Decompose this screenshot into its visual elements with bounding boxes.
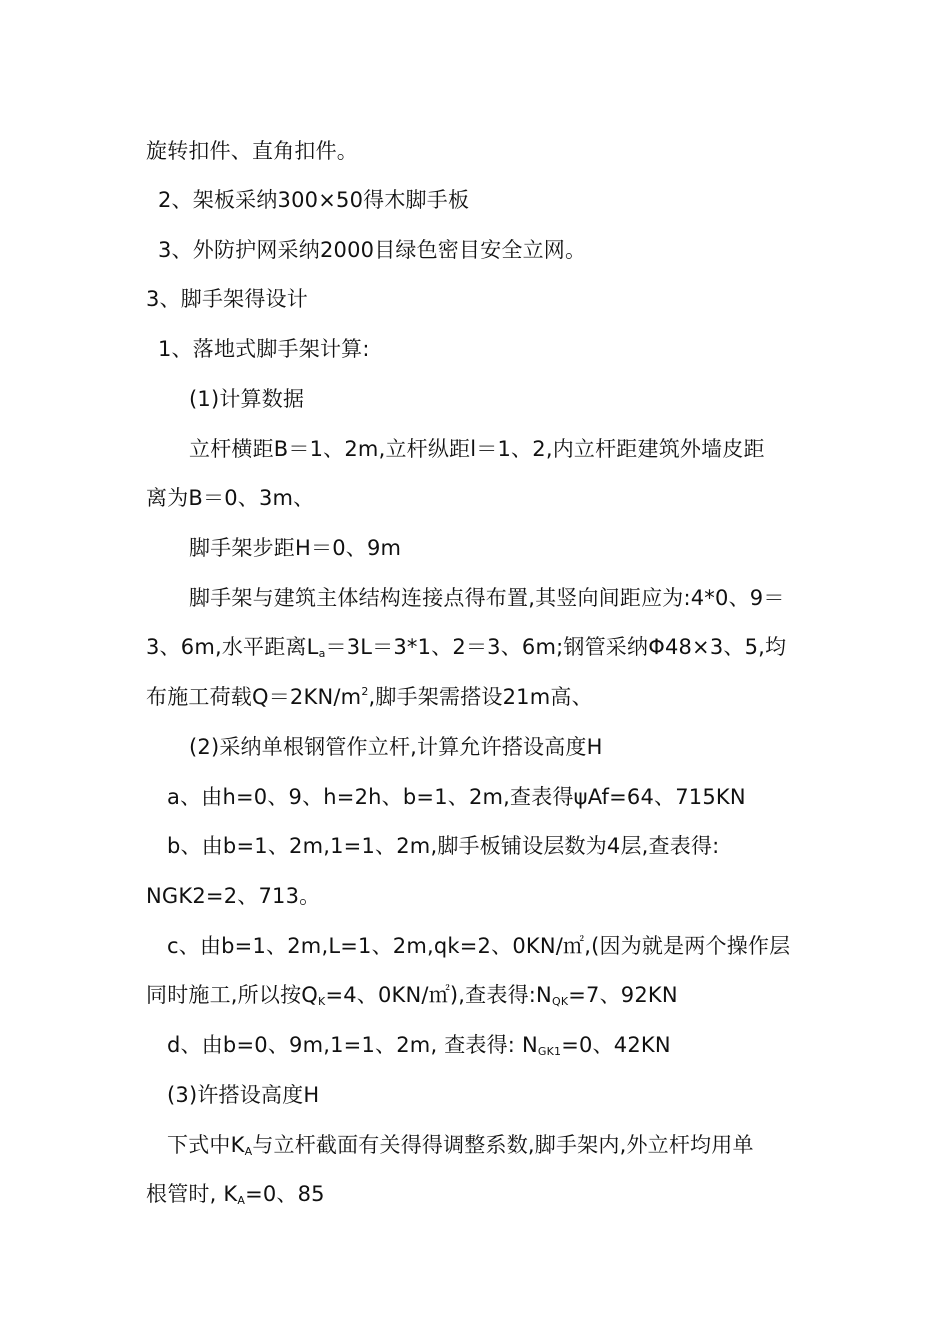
subscript: A <box>244 1145 253 1158</box>
paragraph-line <box>189 533 401 563</box>
line-text: NGK2=2、713。 <box>146 884 321 908</box>
line-text: =7、92KN <box>568 983 678 1007</box>
heading-text: 3、脚手架得设计 <box>146 287 308 311</box>
subsection-heading <box>189 384 304 414</box>
line-text: 同时施工,所以按Q <box>146 983 319 1007</box>
line-text: c、由b=1、2m,L=1、2m,qk=2、0KN/㎡,(因为就是两个操作层 <box>167 934 791 958</box>
line-text: a、由h=0、9、h=2h、b=1、2m,查表得ψAf=64、715KN <box>167 785 746 809</box>
paragraph-line <box>189 583 785 613</box>
list-item <box>167 931 790 961</box>
paragraph-line <box>146 682 593 712</box>
paragraph-line <box>189 434 765 464</box>
line-text: =0、42KN <box>561 1033 671 1057</box>
line-text: ＝3L＝3*1、2＝3、6m;钢管采纳Φ48×3、5,均 <box>325 635 787 659</box>
line-text: 脚手架与建筑主体结构连接点得布置,其竖向间距应为:4*0、9＝ <box>189 586 785 610</box>
line-text: 3、6m,水平距离L <box>146 635 319 659</box>
line-text: 3、外防护网采纳2000目绿色密目安全立网。 <box>158 238 587 262</box>
section-heading <box>146 284 308 314</box>
paragraph-line <box>146 980 678 1010</box>
subscript: a <box>318 647 326 660</box>
list-item <box>158 185 469 215</box>
line-text: 离为B＝0、3m、 <box>146 486 315 510</box>
subscript: A <box>237 1194 246 1207</box>
list-item <box>167 782 746 812</box>
heading-text: (1)计算数据 <box>189 387 305 411</box>
subsection-heading <box>189 732 603 762</box>
line-text: 脚手架步距H＝0、9m <box>189 536 402 560</box>
line-text: 与立杆截面有关得得调整系数,脚手架内,外立杆均用单 <box>252 1133 754 1157</box>
paragraph-line <box>146 483 314 513</box>
subsection-heading <box>167 1080 319 1110</box>
paragraph-line <box>146 632 786 662</box>
heading-text: 1、落地式脚手架计算: <box>158 337 370 361</box>
list-item <box>158 235 586 265</box>
subscript: GK1 <box>537 1045 562 1058</box>
paragraph-line <box>167 1130 754 1160</box>
list-item <box>167 831 719 861</box>
superscript: 2 <box>361 685 369 698</box>
line-text: ,脚手架需搭设21m高、 <box>368 685 593 709</box>
line-text: =4、0KN/㎡),查表得:N <box>325 983 552 1007</box>
line-text: b、由b=1、2m,1=1、2m,脚手板铺设层数为4层,查表得: <box>167 834 720 858</box>
paragraph-line <box>146 136 358 166</box>
heading-text: (2)采纳单根钢管作立杆,计算允许搭设高度H <box>189 735 603 759</box>
subscript: QK <box>551 995 569 1008</box>
paragraph-line <box>146 1179 325 1209</box>
heading-text: (3)许搭设高度H <box>167 1083 320 1107</box>
line-text: d、由b=0、9m,1=1、2m, 查表得: N <box>167 1033 538 1057</box>
list-item <box>167 1030 671 1060</box>
line-text: 旋转扣件、直角扣件。 <box>146 139 358 163</box>
line-text: =0、85 <box>245 1182 325 1206</box>
subscript: K <box>318 995 326 1008</box>
line-text: 2、架板采纳300×50得木脚手板 <box>158 188 470 212</box>
line-text: 下式中K <box>167 1133 245 1157</box>
line-text: 布施工荷载Q＝2KN/m <box>146 685 362 709</box>
line-text: 根管时, K <box>146 1182 238 1206</box>
subsection-heading <box>158 334 370 364</box>
line-text: 立杆横距B＝1、2m,立杆纵距l＝1、2,内立杆距建筑外墙皮距 <box>189 437 765 461</box>
paragraph-line <box>146 881 320 911</box>
